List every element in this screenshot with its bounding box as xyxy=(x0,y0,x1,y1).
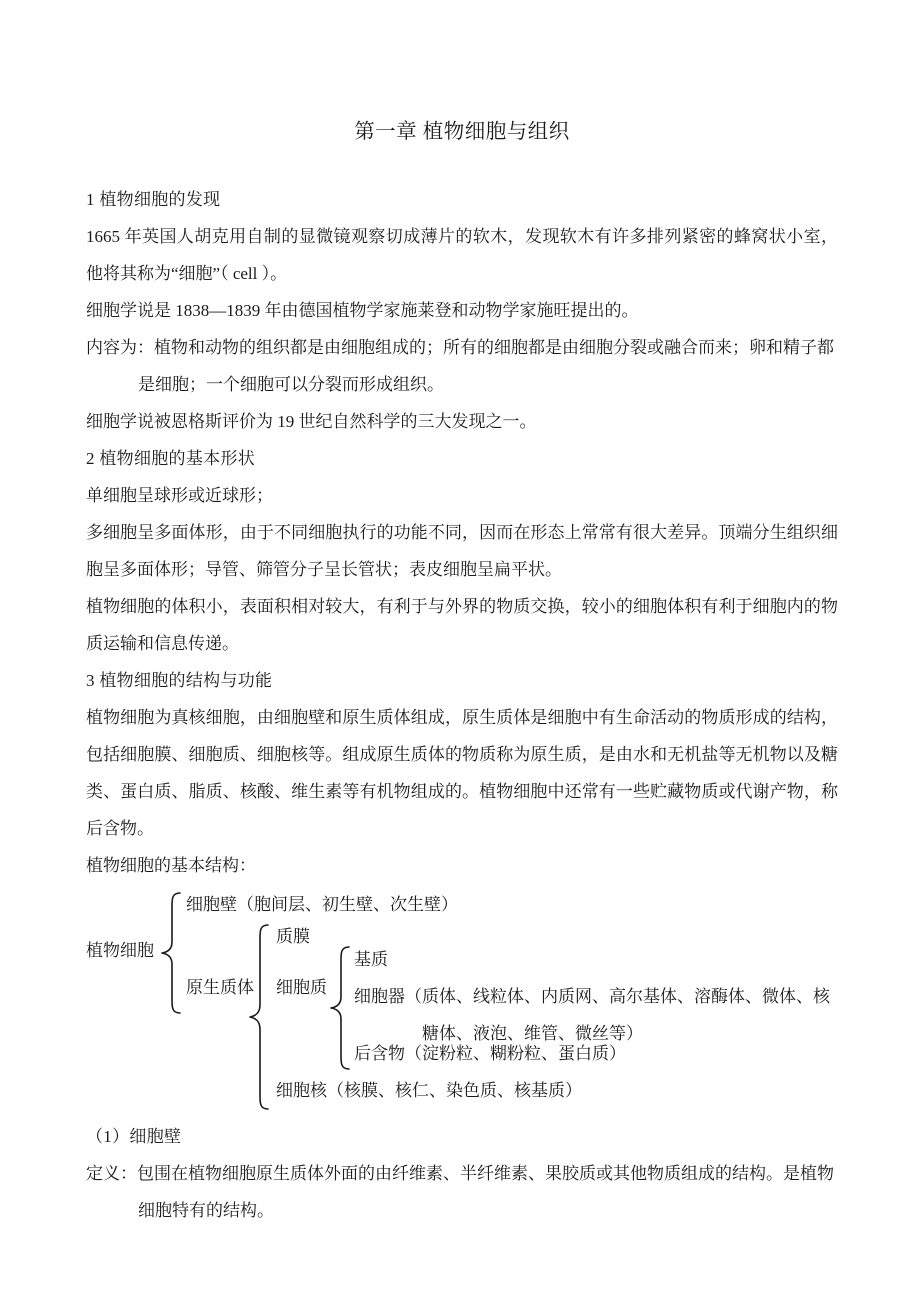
page-content xyxy=(86,0,838,1229)
section-1-paragraph-4: 是细胞；一个细胞可以分裂而形成组织。 xyxy=(138,374,444,394)
subsection-definition-line-1: 定义：包围在植物细胞原生质体外面的由纤维素、半纤维素、果胶质或其他物质组成的结构。是植物 xyxy=(86,1163,834,1183)
section-3-paragraph-1: 植物细胞为真核细胞，由细胞壁和原生质体组成，原生质体是细胞中有生命活动的物质形成的结构，包括细胞膜、细胞质、细胞核等。组成原生质体的物质称为原生质，是由水和无机盐等无机物以及糖类、蛋白质、脂质、核酸、维生素等有机物组成的。植物细胞中还常有一些贮藏物质或代谢产物，称后含物。 xyxy=(86,707,838,838)
diagram-ergastic-substances-label: 后含物（淀粉粒、糊粉粒、蛋白质） xyxy=(354,1043,626,1063)
diagram-organelles-label: 细胞器（质体、线粒体、内质网、高尔基体、溶酶体、微体、核 xyxy=(354,986,830,1006)
diagram-nucleus-label: 细胞核（核膜、核仁、染色质、核基质） xyxy=(276,1080,582,1100)
page-title: 第一章 植物细胞与组织 xyxy=(354,121,570,143)
diagram-protoplast-label: 原生质体 xyxy=(186,977,254,997)
section-1-paragraph-1: 1665 年英国人胡克用自制的显微镜观察切成薄片的软木，发现软木有许多排列紧密的蜂窝状小室，他将其称为“细胞”（ cell ）。 xyxy=(86,226,838,283)
section-heading-2: 2 植物细胞的基本形状 xyxy=(86,448,256,468)
brace-level-1 xyxy=(160,892,182,1014)
section-2-paragraph-1: 单细胞呈球形或近球形； xyxy=(86,485,273,505)
diagram-cell-wall-label: 细胞壁（胞间层、初生壁、次生壁） xyxy=(186,894,458,914)
subsection-definition-line-2: 细胞特有的结构。 xyxy=(138,1200,274,1220)
diagram-plasma-membrane-label: 质膜 xyxy=(276,926,310,946)
diagram-root-label: 植物细胞 xyxy=(86,940,154,960)
section-2-paragraph-2: 多细胞呈多面体形，由于不同细胞执行的功能不同，因而在形态上常常有很大差异。顶端分生组织细胞呈多面体形；导管、筛管分子呈长管状；表皮细胞呈扁平状。 xyxy=(86,522,838,579)
section-heading-1: 1 植物细胞的发现 xyxy=(86,189,221,209)
section-1-paragraph-5: 细胞学说被恩格斯评价为 19 世纪自然科学的三大发现之一。 xyxy=(86,411,537,431)
diagram-cytoplasm-label: 细胞质 xyxy=(276,977,327,997)
brace-level-2 xyxy=(248,924,270,1110)
section-2-paragraph-3: 植物细胞的体积小，表面积相对较大，有利于与外界的物质交换，较小的细胞体积有利于细胞内的物质运输和信息传递。 xyxy=(86,596,838,653)
subsection-heading-cell-wall: （1）细胞壁 xyxy=(86,1126,182,1146)
section-3-structure-label: 植物细胞的基本结构： xyxy=(86,855,256,875)
diagram-organelles-continued-label: 糖体、液泡、维管、微丝等） xyxy=(422,1023,643,1043)
cell-structure-brace-diagram xyxy=(86,886,838,1118)
section-1-paragraph-3: 内容为：植物和动物的组织都是由细胞组成的；所有的细胞都是由细胞分裂或融合而来；卵和精子都 xyxy=(86,337,834,357)
section-1-paragraph-2: 细胞学说是 1838—1839 年由德国植物学家施莱登和动物学家施旺提出的。 xyxy=(86,300,639,320)
section-heading-3: 3 植物细胞的结构与功能 xyxy=(86,670,273,690)
brace-level-3 xyxy=(329,946,351,1070)
diagram-matrix-label: 基质 xyxy=(354,949,388,969)
